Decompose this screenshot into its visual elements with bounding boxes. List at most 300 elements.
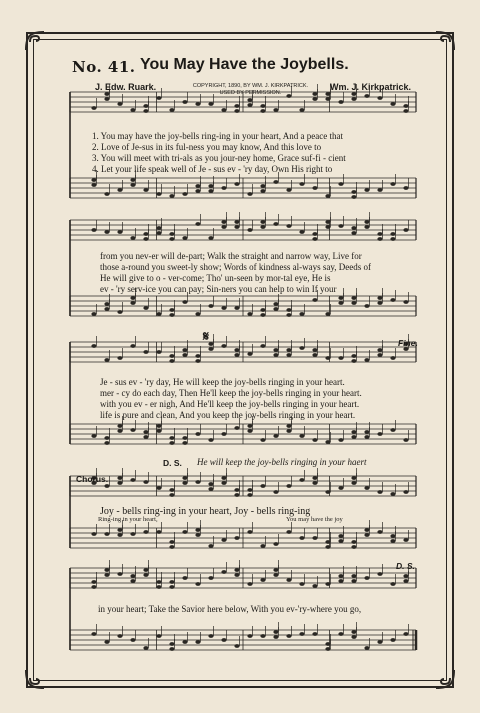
hymn-number: No. 41. bbox=[72, 58, 136, 76]
note-head bbox=[195, 533, 200, 537]
note-head bbox=[234, 225, 239, 229]
note-head bbox=[351, 635, 356, 639]
note-head bbox=[117, 572, 122, 576]
note-head bbox=[91, 228, 96, 232]
note-head bbox=[273, 108, 278, 112]
note-head bbox=[286, 424, 291, 428]
note-head bbox=[130, 478, 135, 482]
note-head bbox=[377, 232, 382, 236]
note-head bbox=[351, 430, 356, 434]
note-head bbox=[286, 94, 291, 98]
note-head bbox=[156, 312, 161, 316]
note-head bbox=[312, 186, 317, 190]
note-head bbox=[325, 92, 330, 96]
note-head bbox=[117, 634, 122, 638]
note-head bbox=[338, 356, 343, 360]
note-head bbox=[169, 488, 174, 492]
note-head bbox=[351, 231, 356, 235]
note-head bbox=[403, 300, 408, 304]
note-head bbox=[195, 354, 200, 358]
note-head bbox=[364, 576, 369, 580]
note-head bbox=[169, 642, 174, 646]
note-head bbox=[169, 493, 174, 497]
note-head bbox=[260, 544, 265, 548]
note-head bbox=[234, 493, 239, 497]
note-head bbox=[325, 440, 330, 444]
note-head bbox=[221, 538, 226, 542]
note-head bbox=[286, 224, 291, 228]
note-head bbox=[247, 352, 252, 356]
note-head bbox=[351, 574, 356, 578]
note-head bbox=[286, 634, 291, 638]
note-head bbox=[169, 359, 174, 363]
note-head bbox=[208, 347, 213, 351]
note-head bbox=[195, 640, 200, 644]
note-head bbox=[403, 574, 408, 578]
note-head bbox=[338, 438, 343, 442]
chorus-lower-lyrics: You may have the joy bbox=[286, 516, 343, 523]
chorus-lower-lyrics: Ring-ing in your heart, bbox=[98, 516, 158, 523]
note-head bbox=[325, 647, 330, 651]
note-head bbox=[117, 310, 122, 314]
note-head bbox=[156, 585, 161, 589]
fine-marker: Fine. bbox=[398, 338, 418, 348]
note-head bbox=[390, 298, 395, 302]
note-head bbox=[156, 429, 161, 433]
note-head bbox=[260, 344, 265, 348]
note-head bbox=[156, 530, 161, 534]
note-head bbox=[351, 359, 356, 363]
note-head bbox=[130, 638, 135, 642]
note-head bbox=[169, 194, 174, 198]
note-head bbox=[260, 104, 265, 108]
note-head bbox=[156, 486, 161, 490]
hymn-title: You May Have the Joybells. bbox=[140, 56, 349, 73]
note-head bbox=[195, 582, 200, 586]
note-head bbox=[351, 354, 356, 358]
note-head bbox=[312, 438, 317, 442]
verse-line: mer - cy do each day, Then He'll keep the joy-bells ringing in your heart. bbox=[100, 388, 362, 398]
note-head bbox=[221, 344, 226, 348]
note-head bbox=[247, 98, 252, 102]
note-head bbox=[143, 530, 148, 534]
note-head bbox=[182, 481, 187, 485]
note-head bbox=[273, 542, 278, 546]
note-head bbox=[91, 585, 96, 589]
note-head bbox=[273, 635, 278, 639]
note-head bbox=[338, 539, 343, 543]
verse-line: ev - 'ry serv-ice you can pay; Sin-ners you can help to win If your bbox=[100, 284, 337, 294]
note-head bbox=[234, 426, 239, 430]
note-head bbox=[247, 582, 252, 586]
note-head bbox=[169, 647, 174, 651]
note-head bbox=[169, 237, 174, 241]
note-head bbox=[312, 536, 317, 540]
note-head bbox=[286, 429, 291, 433]
note-head bbox=[156, 231, 161, 235]
note-head bbox=[195, 312, 200, 316]
note-head bbox=[221, 186, 226, 190]
note-head bbox=[312, 353, 317, 357]
note-head bbox=[91, 580, 96, 584]
note-head bbox=[312, 348, 317, 352]
copyright-notice: COPYRIGHT, 1890, BY WM. J. KIRKPATRICK. USED BY PERMISSION. bbox=[192, 83, 309, 96]
note-head bbox=[169, 354, 174, 358]
note-head bbox=[273, 490, 278, 494]
note-head bbox=[208, 487, 213, 491]
note-head bbox=[156, 350, 161, 354]
note-head bbox=[195, 528, 200, 532]
note-head bbox=[104, 441, 109, 445]
dal-segno-label: D. S. bbox=[163, 458, 182, 468]
note-head bbox=[325, 220, 330, 224]
note-head bbox=[299, 108, 304, 112]
note-head bbox=[234, 109, 239, 113]
note-head bbox=[234, 573, 239, 577]
note-head bbox=[195, 184, 200, 188]
verse-line: He will give to o - ver-come; Tho' un-seen by mor-tal eye, He is bbox=[100, 273, 331, 283]
note-head bbox=[312, 632, 317, 636]
note-head bbox=[208, 102, 213, 106]
note-head bbox=[338, 632, 343, 636]
note-head bbox=[286, 188, 291, 192]
note-head bbox=[364, 225, 369, 229]
note-head bbox=[299, 182, 304, 186]
note-head bbox=[247, 634, 252, 638]
note-head bbox=[364, 220, 369, 224]
note-head bbox=[338, 486, 343, 490]
note-head bbox=[234, 182, 239, 186]
note-head bbox=[260, 308, 265, 312]
note-head bbox=[403, 109, 408, 113]
note-head bbox=[221, 306, 226, 310]
note-head bbox=[156, 580, 161, 584]
note-head bbox=[234, 536, 239, 540]
verse-line: 2. Love of Je-sus in its ful-ness you may know, And this love to bbox=[92, 142, 322, 152]
note-head bbox=[130, 532, 135, 536]
note-head bbox=[104, 640, 109, 644]
note-head bbox=[351, 476, 356, 480]
note-head bbox=[312, 481, 317, 485]
note-head bbox=[182, 476, 187, 480]
note-head bbox=[208, 576, 213, 580]
note-head bbox=[208, 184, 213, 188]
note-head bbox=[377, 530, 382, 534]
note-head bbox=[351, 92, 356, 96]
note-head bbox=[390, 638, 395, 642]
note-head bbox=[91, 532, 96, 536]
note-head bbox=[273, 348, 278, 352]
note-head bbox=[377, 432, 382, 436]
note-head bbox=[117, 533, 122, 537]
note-head bbox=[247, 488, 252, 492]
note-head bbox=[260, 109, 265, 113]
note-head bbox=[377, 301, 382, 305]
note-head bbox=[260, 438, 265, 442]
note-head bbox=[221, 225, 226, 229]
note-head bbox=[221, 432, 226, 436]
note-head bbox=[260, 484, 265, 488]
note-head bbox=[208, 304, 213, 308]
note-head bbox=[325, 97, 330, 101]
note-head bbox=[377, 353, 382, 357]
note-head bbox=[351, 226, 356, 230]
note-head bbox=[260, 220, 265, 224]
note-head bbox=[325, 225, 330, 229]
note-head bbox=[130, 574, 135, 578]
note-head bbox=[364, 304, 369, 308]
note-head bbox=[117, 102, 122, 106]
note-head bbox=[364, 94, 369, 98]
note-head bbox=[364, 430, 369, 434]
note-head bbox=[351, 97, 356, 101]
note-head bbox=[234, 306, 239, 310]
note-head bbox=[325, 312, 330, 316]
note-head bbox=[299, 536, 304, 540]
note-head bbox=[117, 481, 122, 485]
note-head bbox=[403, 538, 408, 542]
note-head bbox=[195, 480, 200, 484]
note-head bbox=[286, 578, 291, 582]
note-head bbox=[169, 308, 174, 312]
chorus-label: Chorus. bbox=[76, 474, 109, 484]
note-head bbox=[286, 313, 291, 317]
note-head bbox=[338, 579, 343, 583]
verse-line: those a-round you sweet-ly show; Words of kindness al-ways say, Deeds of bbox=[100, 262, 371, 272]
note-head bbox=[182, 436, 187, 440]
note-head bbox=[260, 313, 265, 317]
note-head bbox=[247, 493, 252, 497]
note-head bbox=[130, 296, 135, 300]
note-head bbox=[299, 434, 304, 438]
note-head bbox=[299, 312, 304, 316]
note-head bbox=[234, 488, 239, 492]
chorus-lyrics: Joy - bells ring-ing in your heart, Joy - bells ring-ing bbox=[100, 506, 311, 517]
note-head bbox=[208, 438, 213, 442]
composer-credit: Wm. J. Kirkpatrick. bbox=[330, 82, 412, 92]
note-head bbox=[169, 580, 174, 584]
note-head bbox=[156, 192, 161, 196]
note-head bbox=[130, 236, 135, 240]
note-head bbox=[299, 478, 304, 482]
note-head bbox=[273, 434, 278, 438]
note-head bbox=[130, 108, 135, 112]
note-head bbox=[182, 576, 187, 580]
note-head bbox=[104, 97, 109, 101]
note-head bbox=[390, 539, 395, 543]
note-head bbox=[169, 441, 174, 445]
note-head bbox=[234, 644, 239, 648]
note-head bbox=[273, 222, 278, 226]
verse-line: 1. You may have the joy-bells ring-ing in your heart, And a peace that bbox=[92, 131, 343, 141]
note-head bbox=[377, 348, 382, 352]
note-head bbox=[273, 568, 278, 572]
note-head bbox=[195, 222, 200, 226]
note-head bbox=[247, 192, 252, 196]
note-head bbox=[299, 346, 304, 350]
note-head bbox=[156, 424, 161, 428]
note-head bbox=[182, 530, 187, 534]
note-head bbox=[143, 646, 148, 650]
note-head bbox=[208, 482, 213, 486]
note-head bbox=[91, 183, 96, 187]
verse-line: with you ev - er nigh, And He'll keep the joy-bells ringing in your heart. bbox=[100, 399, 360, 409]
note-head bbox=[351, 545, 356, 549]
note-head bbox=[403, 632, 408, 636]
note-head bbox=[169, 232, 174, 236]
note-head bbox=[377, 640, 382, 644]
note-head bbox=[325, 582, 330, 586]
note-head bbox=[260, 184, 265, 188]
note-head bbox=[390, 428, 395, 432]
note-head bbox=[325, 194, 330, 198]
note-head bbox=[273, 573, 278, 577]
note-head bbox=[143, 573, 148, 577]
note-head bbox=[325, 490, 330, 494]
note-head bbox=[260, 225, 265, 229]
note-head bbox=[91, 434, 96, 438]
note-head bbox=[130, 344, 135, 348]
note-head bbox=[221, 220, 226, 224]
note-head bbox=[104, 436, 109, 440]
note-head bbox=[299, 230, 304, 234]
note-head bbox=[403, 490, 408, 494]
note-head bbox=[286, 348, 291, 352]
note-head bbox=[221, 481, 226, 485]
note-head bbox=[390, 182, 395, 186]
note-head bbox=[338, 224, 343, 228]
note-head bbox=[195, 432, 200, 436]
note-head bbox=[182, 100, 187, 104]
note-head bbox=[351, 301, 356, 305]
note-head bbox=[195, 102, 200, 106]
note-head bbox=[273, 302, 278, 306]
note-head bbox=[143, 237, 148, 241]
note-head bbox=[286, 308, 291, 312]
note-head bbox=[208, 634, 213, 638]
segno-sign-icon: 𝄋 bbox=[203, 328, 210, 344]
note-head bbox=[91, 632, 96, 636]
note-head bbox=[117, 230, 122, 234]
note-head bbox=[364, 188, 369, 192]
note-head bbox=[312, 92, 317, 96]
note-head bbox=[156, 226, 161, 230]
note-head bbox=[364, 358, 369, 362]
note-head bbox=[325, 642, 330, 646]
note-head bbox=[130, 183, 135, 187]
note-head bbox=[143, 568, 148, 572]
note-head bbox=[338, 100, 343, 104]
note-head bbox=[351, 190, 356, 194]
note-head bbox=[338, 296, 343, 300]
note-head bbox=[390, 534, 395, 538]
note-head bbox=[117, 424, 122, 428]
note-head bbox=[390, 356, 395, 360]
note-head bbox=[169, 436, 174, 440]
note-head bbox=[312, 584, 317, 588]
note-head bbox=[273, 180, 278, 184]
note-head bbox=[299, 632, 304, 636]
note-head bbox=[312, 298, 317, 302]
note-head bbox=[156, 96, 161, 100]
note-head bbox=[403, 186, 408, 190]
note-head bbox=[117, 429, 122, 433]
note-head bbox=[364, 435, 369, 439]
note-head bbox=[182, 300, 187, 304]
note-head bbox=[351, 481, 356, 485]
note-head bbox=[182, 348, 187, 352]
note-head bbox=[91, 178, 96, 182]
note-head bbox=[130, 178, 135, 182]
note-head bbox=[117, 356, 122, 360]
note-head bbox=[377, 237, 382, 241]
note-head bbox=[312, 476, 317, 480]
note-head bbox=[143, 435, 148, 439]
note-head bbox=[117, 476, 122, 480]
note-head bbox=[169, 545, 174, 549]
note-head bbox=[403, 104, 408, 108]
note-head bbox=[338, 182, 343, 186]
dal-segno-text: He will keep the joy-bells ringing in your haert bbox=[197, 457, 367, 467]
note-head bbox=[208, 236, 213, 240]
note-head bbox=[130, 579, 135, 583]
note-head bbox=[390, 582, 395, 586]
verse-line: life is pure and clean, And you keep the joy-bells ringing in your heart. bbox=[100, 410, 356, 420]
note-head bbox=[104, 192, 109, 196]
note-head bbox=[104, 484, 109, 488]
note-head bbox=[390, 102, 395, 106]
note-head bbox=[247, 228, 252, 232]
note-head bbox=[325, 545, 330, 549]
note-head bbox=[377, 490, 382, 494]
note-head bbox=[104, 307, 109, 311]
note-head bbox=[182, 353, 187, 357]
note-head bbox=[169, 585, 174, 589]
note-head bbox=[390, 237, 395, 241]
note-head bbox=[403, 438, 408, 442]
note-head bbox=[143, 430, 148, 434]
note-head bbox=[351, 630, 356, 634]
note-head bbox=[143, 109, 148, 113]
note-head bbox=[247, 424, 252, 428]
note-head bbox=[247, 312, 252, 316]
note-head bbox=[325, 356, 330, 360]
note-head bbox=[208, 342, 213, 346]
note-head bbox=[377, 96, 382, 100]
note-head bbox=[130, 301, 135, 305]
note-head bbox=[273, 307, 278, 311]
note-head bbox=[143, 480, 148, 484]
note-head bbox=[247, 530, 252, 534]
note-head bbox=[286, 353, 291, 357]
note-head bbox=[338, 301, 343, 305]
note-head bbox=[221, 108, 226, 112]
note-head bbox=[312, 237, 317, 241]
note-head bbox=[104, 568, 109, 572]
note-head bbox=[104, 230, 109, 234]
note-head bbox=[247, 103, 252, 107]
note-head bbox=[182, 441, 187, 445]
note-head bbox=[234, 353, 239, 357]
note-head bbox=[221, 570, 226, 574]
note-head bbox=[312, 97, 317, 101]
note-head bbox=[234, 220, 239, 224]
note-head bbox=[390, 492, 395, 496]
verse-line: 3. You will meet with tri-als as you jour-ney home, Grace suf-fi - cient bbox=[92, 153, 346, 163]
note-head bbox=[364, 528, 369, 532]
note-head bbox=[234, 348, 239, 352]
note-head bbox=[91, 344, 96, 348]
